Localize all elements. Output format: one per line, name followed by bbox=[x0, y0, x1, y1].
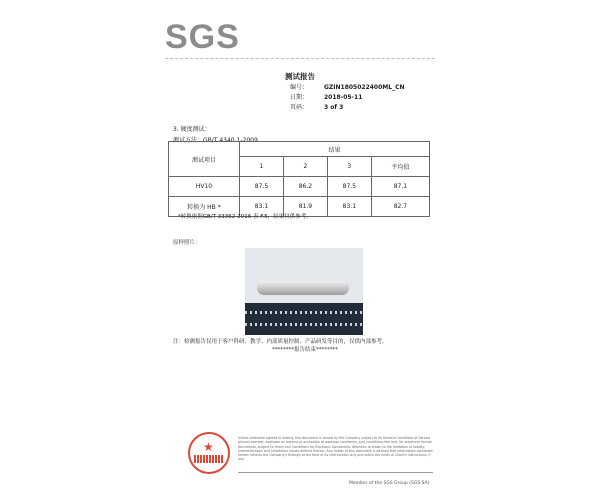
table-cell: 82.7 bbox=[371, 197, 429, 217]
meta-number-label: 编号： bbox=[290, 84, 309, 91]
item-header-cell: 测试项目 bbox=[169, 142, 240, 177]
ruler-ticks bbox=[245, 323, 363, 326]
table-cell: 83.1 bbox=[240, 197, 284, 217]
member-text: Member of the SGS Group (SGS SA) bbox=[349, 481, 430, 486]
hardness-table bbox=[168, 141, 430, 217]
meta-date-value: 2018-05-11 bbox=[324, 94, 363, 101]
sample-photo bbox=[245, 248, 363, 335]
table-cell: 81.9 bbox=[283, 197, 327, 217]
test-method: 测试方法：GB/T 4340.1-2009 bbox=[173, 137, 258, 144]
ruler-strip bbox=[245, 303, 363, 335]
meta-page bbox=[290, 103, 405, 113]
terms-fine-print: Unless otherwise agreed in writing, this document is issued by the Company subject to its General Conditions of Service printed overleaf, available on request or accessible at www.sgs.com/terms_and_conditions.htm and, for electronic format documents, subject to Terms and Conditions for Electronic Documents. Attention is drawn to the limitation of liability, indemnification and jurisdiction issues defined therein. Any holder of this document is advised that information contained hereon reflects the Company's findings at the time of its intervention only and within the limits of Client's instructions, if any. bbox=[238, 436, 433, 462]
meta-date bbox=[290, 93, 405, 103]
metal-rod-sample bbox=[257, 281, 349, 295]
table-header-row bbox=[169, 142, 430, 157]
ruler-ticks bbox=[245, 311, 363, 314]
table-row bbox=[169, 177, 430, 197]
report-footnote: 注：检测报告仅用于客户科研、教学、内部质量控制、产品研发等目的，仅供内部参考。 bbox=[173, 339, 388, 345]
meta-date-label: 日期： bbox=[290, 94, 309, 101]
meta-number bbox=[290, 83, 405, 93]
col-header: 2 bbox=[283, 157, 327, 177]
meta-number-value: GZIN1805022400ML_CN bbox=[324, 84, 405, 91]
report-end: ********报告结束******** bbox=[272, 347, 339, 353]
col-header: 1 bbox=[240, 157, 284, 177]
report-meta bbox=[290, 83, 405, 113]
meta-page-label: 页码： bbox=[290, 104, 309, 111]
meta-page-value: 3 of 3 bbox=[324, 104, 344, 111]
footer-divider bbox=[238, 472, 433, 473]
table-cell: 87.5 bbox=[327, 177, 371, 197]
photo-label: 原样照片： bbox=[173, 240, 201, 246]
sgs-logo: SGS bbox=[165, 18, 240, 56]
table-cell: 86.2 bbox=[283, 177, 327, 197]
row-name: HV10 bbox=[169, 177, 240, 197]
logo-divider bbox=[165, 58, 435, 59]
table-cell: 83.1 bbox=[327, 197, 371, 217]
row-name: 转换为 HB * bbox=[169, 197, 240, 217]
stamp-star-icon: ★ bbox=[203, 440, 214, 454]
stamp-text-mark bbox=[194, 455, 224, 463]
col-header: 3 bbox=[327, 157, 371, 177]
result-header-cell: 结果 bbox=[240, 142, 430, 157]
section-title: 3. 硬度测试： bbox=[173, 126, 211, 133]
col-header: 平均值 bbox=[371, 157, 429, 177]
table-cell: 87.1 bbox=[371, 177, 429, 197]
conversion-note: *转换依据GB/T 33362-2016 表 F.5，结果仅供参考。 bbox=[178, 214, 312, 220]
table-cell: 87.5 bbox=[240, 177, 284, 197]
report-title: 测试报告 bbox=[285, 72, 315, 81]
